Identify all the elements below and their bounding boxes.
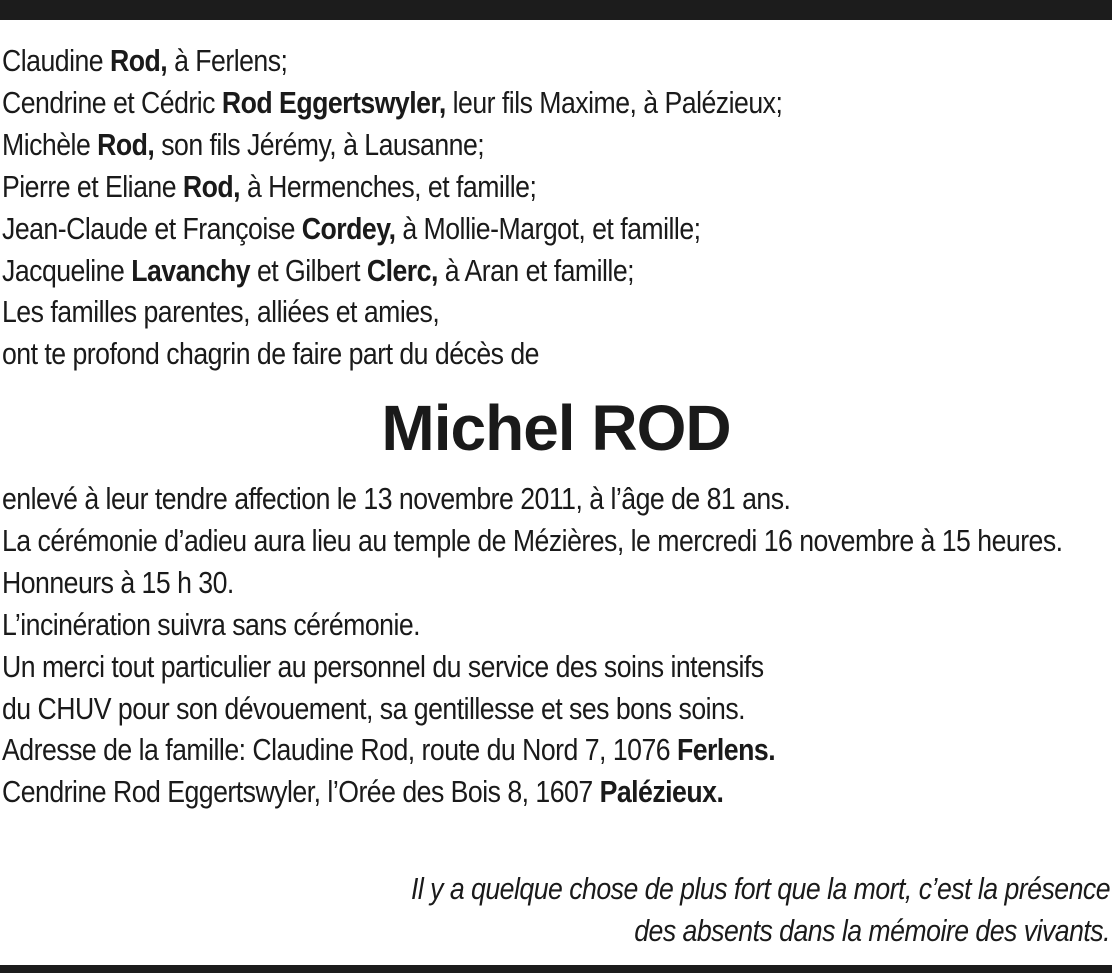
ceremony-text: La cérémonie d’adieu aura lieu au temple de Mézières, le mercredi 16 novembre à 15 heures. — [2, 522, 1063, 558]
address-text: Adresse de la famille: Claudine Rod, route du Nord 7, 1076 — [2, 732, 677, 768]
family-line — [2, 40, 953, 82]
family-line — [2, 166, 953, 208]
family-text: ont te profond chagrin de faire part du décès de — [2, 336, 539, 372]
family-surname: Rod, — [182, 168, 241, 204]
family-surname: Rod Eggertswyler, — [221, 84, 446, 120]
thanks-line: du CHUV pour son dévouement, sa gentillesse et ses bons soins. — [2, 690, 746, 726]
family-surname: Rod, — [109, 43, 168, 78]
family-text: Jacqueline — [2, 252, 132, 288]
quote-line: des absents dans la mémoire des vivants. — [634, 913, 1110, 948]
family-text: à Mollie-Margot, et famille; — [395, 210, 701, 246]
family-surname: Cordey, — [301, 210, 396, 246]
family-text: à Hermenches, et famille; — [240, 168, 537, 204]
family-surname: Lavanchy — [131, 252, 251, 288]
family-address-line — [2, 771, 953, 813]
family-line — [2, 250, 953, 292]
family-surname: Rod, — [97, 126, 155, 162]
family-text: Pierre et Eliane — [2, 168, 183, 204]
family-address-line — [2, 729, 953, 771]
address-town: Ferlens. — [676, 732, 776, 768]
family-text: son fils Jérémy, à Lausanne; — [154, 126, 485, 162]
family-text: Michèle — [2, 126, 98, 162]
incineration-line: L’incinération suivra sans cérémonie. — [2, 606, 421, 642]
family-line — [2, 291, 953, 333]
announcement-line: enlevé à leur tendre affection le 13 novembre 2011, à l’âge de 81 ans. — [2, 481, 791, 516]
family-surname: Clerc, — [366, 252, 438, 288]
family-text: Les familles parentes, alliées et amies, — [2, 294, 440, 330]
family-text: leur fils Maxime, à Palézieux; — [445, 84, 783, 120]
family-line — [2, 208, 953, 250]
family-list — [2, 40, 1108, 375]
family-line — [2, 124, 953, 166]
honneurs-line: Honneurs à 15 h 30. — [2, 564, 234, 600]
family-text: Jean-Claude et Françoise — [2, 210, 302, 246]
deceased-name: Michel ROD — [381, 392, 731, 464]
notice-body — [2, 478, 1108, 813]
top-rule — [0, 0, 1112, 20]
address-town: Palézieux. — [599, 774, 724, 810]
family-line — [2, 82, 953, 124]
bottom-rule — [0, 965, 1112, 973]
family-line — [2, 333, 953, 375]
family-text: et Gilbert — [250, 252, 367, 288]
family-text: à Aran et famille; — [437, 252, 635, 288]
quote-line: Il y a quelque chose de plus fort que la mort, c’est la présence — [410, 871, 1110, 906]
thanks-line: Un merci tout particulier au personnel du service des soins intensifs — [2, 648, 764, 684]
family-text: à Ferlens; — [167, 43, 288, 78]
address-text: Cendrine Rod Eggertswyler, l’Orée des Bois 8, 1607 — [2, 774, 600, 810]
family-text: Cendrine et Cédric — [2, 84, 222, 120]
memorial-quote — [110, 868, 1110, 952]
family-text: Claudine — [2, 43, 110, 78]
